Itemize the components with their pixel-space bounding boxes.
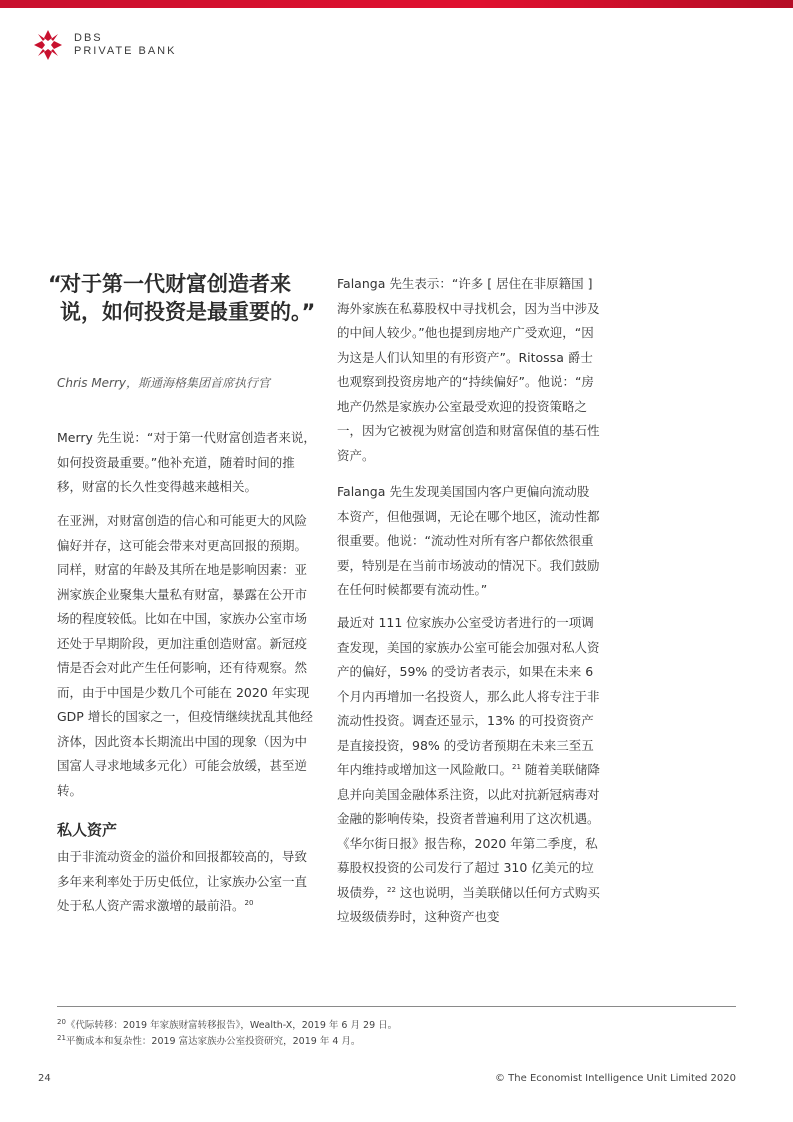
pull-quote-text: 对于第一代财富创造者来说，如何投资是最重要的。”	[60, 272, 316, 324]
logo-line-private-bank: PRIVATE BANK	[74, 45, 177, 57]
footnote-ref-20: 20	[244, 898, 254, 907]
footnote-20-number: 20	[57, 1017, 66, 1026]
quote-attribution: Chris Merry，斯通海格集团首席执行官	[57, 376, 271, 390]
top-brand-bar	[0, 0, 793, 8]
footnote-21	[57, 1035, 360, 1049]
right-paragraph-2: Falanga 先生发现美国国内客户更偏向流动股本资产，但他强调，无论在哪个地区，流动性都很重要。他说：“流动性对所有客户都依然很重要，特别是在当前市场波动的情况下。我们鼓励在任何时候都要有流动性。”	[337, 484, 600, 597]
pull-quote	[48, 270, 330, 326]
logo-text	[74, 32, 176, 58]
section-heading-private-assets: 私人资产	[57, 821, 118, 839]
footnote-ref-22: 22	[387, 885, 396, 894]
right-paragraph-3	[337, 611, 601, 930]
left-paragraph-3-text: 由于非流动资金的溢价和回报都较高的，导致多年来利率处于历史低位，让家族办公室一直处于私人资产需求激增的最前沿。	[57, 849, 308, 913]
footnote-ref-21: 21	[512, 762, 521, 771]
footnote-21-text: 平衡成本和复杂性：2019 富达家族办公室投资研究，2019 年 4 月。	[65, 1036, 361, 1047]
copyright-notice: © The Economist Intelligence Unit Limited 2020	[495, 1073, 736, 1084]
pull-quote-mark: “	[48, 272, 62, 296]
right-paragraph-3-part-a: 最近对 111 位家族办公室受访者进行的一项调查发现，美国的家族办公室可能会加强对私人资产的偏好，59% 的受访者表示，如果在未来 6 个月内再增加一名投资人，那么此人将专注于非流动性投资。调查还显示，13% 的可投资资产是直接投资，98% 的受访者预期在未来三至五年内维持或增加这一风险敞口。	[337, 615, 600, 777]
logo-line-dbs: DBS	[74, 32, 103, 44]
left-paragraph-1: Merry 先生说：“对于第一代财富创造者来说，如何投资最重要。”他补充道，随着时间的推移，财富的长久性变得越来越相关。	[57, 430, 316, 494]
left-paragraph-3	[57, 845, 319, 919]
dbs-logo	[34, 30, 194, 64]
right-paragraph-1: Falanga 先生表示：“许多 [ 居住在非原籍国 ] 海外家族在私募股权中寻找机会，因为当中涉及的中间人较少。”他也提到房地产广受欢迎，“因为这是人们认知里的有形资产”。Ritossa 爵士也观察到投资房地产的“持续偏好”。他说：“房地产仍然是家族办公室最受欢迎的投资策略之一，因为它被视为财富创造和财富保值的基石性资产。	[337, 276, 600, 463]
page-number: 24	[38, 1073, 51, 1084]
dbs-star-icon	[34, 30, 62, 60]
left-paragraph-2: 在亚洲，对财富创造的信心和可能更大的风险偏好并存，这可能会带来对更高回报的预期。同样，财富的年龄及其所在地是影响因素：亚洲家族企业聚集大量私有财富，暴露在公开市场的程度较低。比如在中国，家族办公室市场还处于早期阶段，更加注重创造财富。新冠疫情是否会对此产生任何影响，还有待观察。然而，由于中国是少数几个可能在 2020 年实现 GDP 增长的国家之一，但疫情继续扰乱其他经济体，因此资本长期流出中国的现象（因为中国富人寻求地域多元化）可能会放缓，甚至逆转。	[57, 513, 313, 798]
footnote-21-number: 21	[57, 1033, 66, 1042]
footnote-20-text: 《代际转移：2019 年家族财富转移报告》，Wealth-X，2019 年 6 月 29 日。	[65, 1020, 398, 1031]
footnote-divider	[57, 1006, 736, 1007]
right-paragraph-3-part-b: 随着美联储降息并向美国金融体系注资，以此对抗新冠病毒对金融的影响传染，投资者普遍利用了这次机遇。《华尔街日报》报告称，2020 年第二季度，私募股权投资的公司发行了超过 310 亿美元的垃圾债券，	[337, 762, 600, 900]
footnote-20	[57, 1019, 397, 1033]
right-paragraph-3-part-c: 这也说明，当美联储以任何方式购买垃圾级债券时，这种资产也变	[337, 884, 600, 924]
